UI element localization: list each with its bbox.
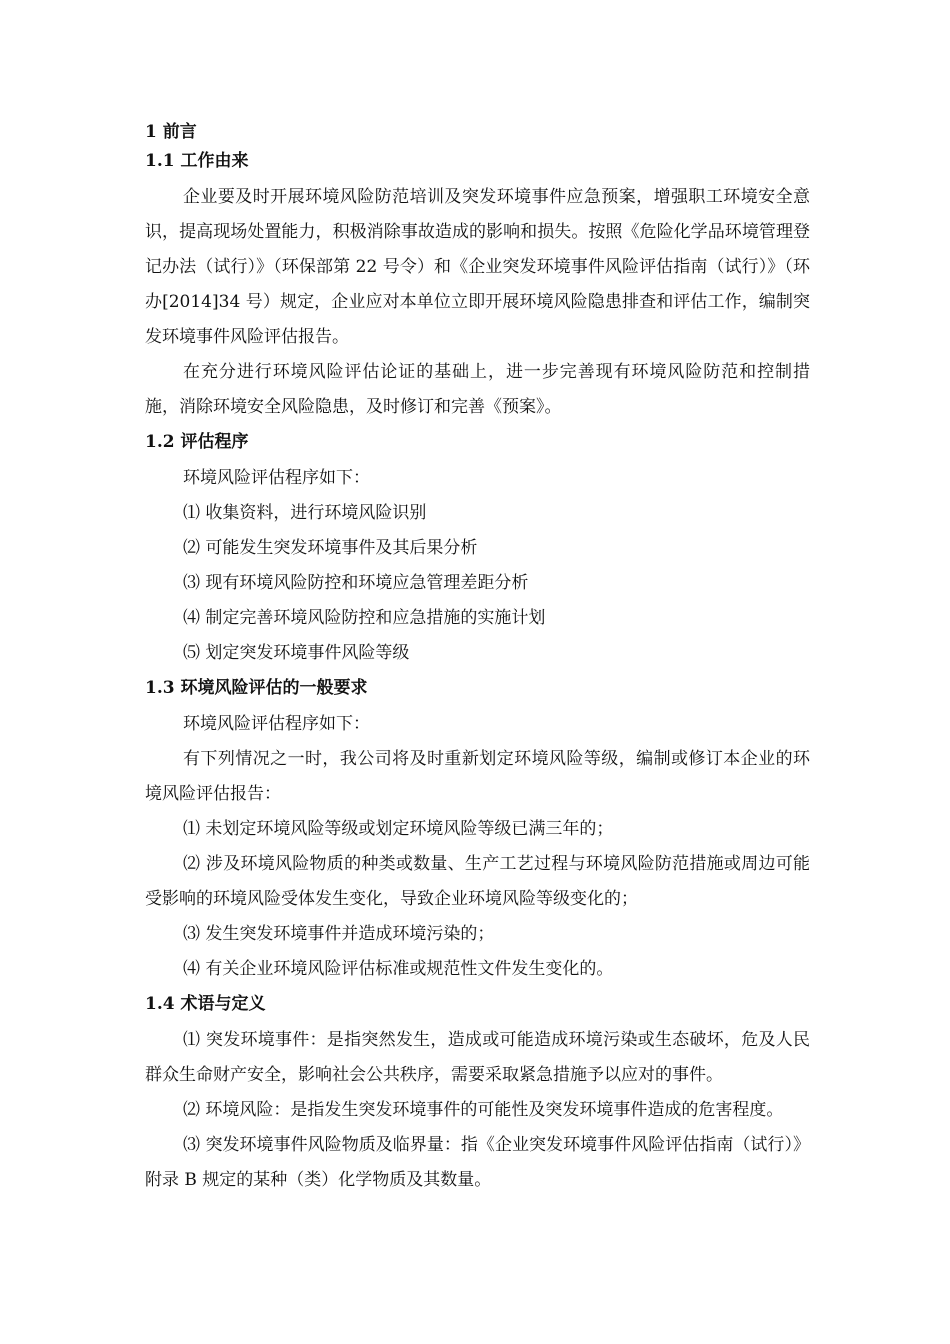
heading-1-3: 1.3 环境风险评估的一般要求 bbox=[145, 678, 368, 698]
document-body bbox=[145, 118, 810, 1198]
paragraph-procedure-intro: 环境风险评估程序如下： bbox=[183, 468, 370, 488]
list-item: ⑷ 制定完善环境风险防控和应急措施的实施计划 bbox=[183, 608, 546, 628]
list-item: ⑷ 有关企业环境风险评估标准或规范性文件发生变化的。 bbox=[183, 959, 614, 979]
paragraph-work-origin: 企业要及时开展环境风险防范培训及突发环境事件应急预案，增强职工环境安全意识，提高现场处置能力，积极消除事故造成的影响和损失。按照《危险化学品环境管理登记办法（试行）》（环保部第 22 号令）和《企业突发环境事件风险评估指南（试行）》（环办[2014]34 号）规定，企业应对本单位立即开展环境风险隐患排查和评估工作，编制突发环境事件风险评估报告。 bbox=[145, 187, 810, 347]
definition-item: ⑵ 环境风险：是指发生突发环境事件的可能性及突发环境事件造成的危害程度。 bbox=[183, 1100, 784, 1120]
list-item: ⑴ 收集资料，进行环境风险识别 bbox=[183, 503, 427, 523]
heading-1: 1 前言 bbox=[145, 122, 197, 142]
definition-item: ⑴ 突发环境事件：是指突然发生，造成或可能造成环境污染或生态破坏，危及人民群众生命财产安全，影响社会公共秩序，需要采取紧急措施予以应对的事件。 bbox=[145, 1030, 810, 1085]
definition-item: ⑶ 突发环境事件风险物质及临界量：指《企业突发环境事件风险评估指南（试行）》附录 B 规定的某种（类）化学物质及其数量。 bbox=[145, 1135, 810, 1190]
heading-1-1: 1.1 工作由来 bbox=[145, 151, 249, 171]
list-item: ⑴ 未划定环境风险等级或划定环境风险等级已满三年的； bbox=[183, 819, 614, 839]
list-item: ⑶ 发生突发环境事件并造成环境污染的； bbox=[183, 924, 495, 944]
paragraph-requirements-intro: 环境风险评估程序如下： bbox=[183, 714, 370, 734]
list-item: ⑶ 现有环境风险防控和环境应急管理差距分析 bbox=[183, 573, 529, 593]
paragraph-improvement: 在充分进行环境风险评估论证的基础上，进一步完善现有环境风险防范和控制措施，消除环境安全风险隐患，及时修订和完善《预案》。 bbox=[145, 362, 810, 417]
heading-1-4: 1.4 术语与定义 bbox=[145, 994, 266, 1014]
paragraph-conditions: 有下列情况之一时，我公司将及时重新划定环境风险等级，编制或修订本企业的环境风险评估报告： bbox=[145, 749, 810, 804]
list-item: ⑸ 划定突发环境事件风险等级 bbox=[183, 643, 410, 663]
heading-1-2: 1.2 评估程序 bbox=[145, 432, 249, 452]
list-item: ⑵ 涉及环境风险物质的种类或数量、生产工艺过程与环境风险防范措施或周边可能受影响的环境风险受体发生变化，导致企业环境风险等级变化的； bbox=[145, 854, 810, 909]
list-item: ⑵ 可能发生突发环境事件及其后果分析 bbox=[183, 538, 478, 558]
